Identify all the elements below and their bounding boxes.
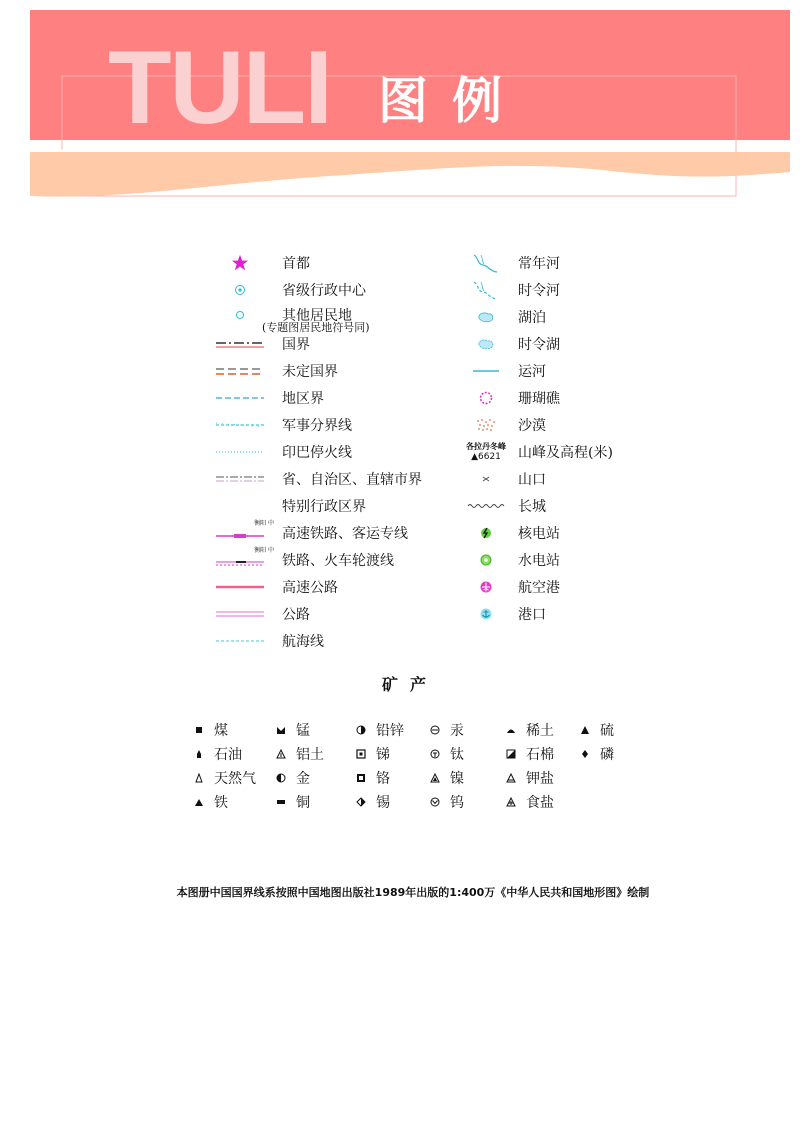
mineral-label: 锡 [376, 795, 390, 811]
header-peach-wave [30, 152, 790, 197]
mineral-item-asbestos [500, 743, 554, 765]
legend-item-mountain-pass [458, 466, 546, 492]
legend-item-road [212, 601, 310, 627]
mineral-label: 食盐 [526, 795, 554, 811]
legend-label: 国界 [282, 337, 310, 353]
mineral-label: 汞 [450, 723, 464, 739]
legend-label: 航空港 [518, 580, 560, 596]
legend-label: 核电站 [518, 526, 560, 542]
mineral-label: 镍 [450, 771, 464, 787]
legend-label: 时令湖 [518, 337, 560, 353]
mineral-item-natural-gas [188, 767, 256, 789]
national-border-line [212, 331, 268, 357]
legend-label: 首都 [282, 256, 310, 272]
legend-sublabel: (专题图居民地符号同) [262, 321, 370, 334]
rare-earth-icon [500, 725, 522, 735]
mineral-item-tin [350, 791, 390, 813]
manganese-icon [270, 725, 292, 735]
legend-label: 珊瑚礁 [518, 391, 560, 407]
seasonal-lake-icon [458, 331, 514, 357]
legend-item-capital [212, 250, 310, 276]
provincial-border-line [212, 466, 268, 492]
chromium-icon [350, 773, 372, 783]
mineral-label: 铁 [214, 795, 228, 811]
mineral-item-bauxite [270, 743, 324, 765]
legend-label: 常年河 [518, 256, 560, 272]
coal-icon [188, 726, 210, 734]
legend-label: 军事分界线 [282, 418, 352, 434]
natural-gas-icon [188, 773, 210, 783]
mineral-label: 稀土 [526, 723, 554, 739]
legend-item-perennial-river [458, 250, 560, 276]
phosphorus-icon [574, 749, 596, 759]
mineral-label: 石棉 [526, 747, 554, 763]
hydropower-icon [458, 547, 514, 573]
mineral-item-iron [188, 791, 228, 813]
mineral-item-mercury [424, 719, 464, 741]
mineral-label: 石油 [214, 747, 242, 763]
legend-label: 高速铁路、客运专线 [282, 526, 408, 542]
road-line [212, 601, 268, 627]
mineral-label: 煤 [214, 723, 228, 739]
desert-icon [458, 412, 514, 438]
mineral-label: 钨 [450, 795, 464, 811]
nuclear-plant-icon [458, 520, 514, 546]
mineral-item-nickel [424, 767, 464, 789]
port-icon [458, 601, 514, 627]
canal-line [458, 358, 514, 384]
mineral-item-rare-earth [500, 719, 554, 741]
mineral-label: 铅锌 [376, 723, 404, 739]
legend-label: 其他居民地 [282, 308, 352, 324]
legend-item-region-border [212, 385, 324, 411]
legend-label: 沙漠 [518, 418, 546, 434]
circle-dot-icon [212, 277, 268, 303]
peak-elevation: ▲6621 [471, 451, 501, 462]
mineral-label: 磷 [600, 747, 614, 763]
station-label: 衡阳 中 [254, 520, 274, 527]
copper-icon [270, 797, 292, 807]
mineral-item-antimony [350, 743, 390, 765]
mineral-label: 钾盐 [526, 771, 554, 787]
nickel-icon [424, 773, 446, 783]
legend-item-railway [212, 547, 394, 573]
legend-label: 山口 [518, 472, 546, 488]
region-border-line [212, 385, 268, 411]
legend-item-coral-reef [458, 385, 560, 411]
mineral-item-salt [500, 791, 554, 813]
great-wall-line [458, 493, 514, 519]
legend-label: 省、自治区、直辖市界 [282, 472, 422, 488]
mineral-item-titanium [424, 743, 464, 765]
legend-item-sea-route [212, 628, 324, 654]
legend-item-high-speed-rail [212, 520, 408, 546]
legend-label: 未定国界 [282, 364, 338, 380]
legend-item-sar-border [212, 493, 366, 519]
legend-item-provincial-border [212, 466, 422, 492]
legend-item-national-border [212, 331, 310, 357]
legend-label: 港口 [518, 607, 546, 623]
sulfur-icon [574, 725, 596, 735]
legend-label: 地区界 [282, 391, 324, 407]
airport-icon [458, 574, 514, 600]
legend-label: 特别行政区界 [282, 499, 366, 515]
legend-item-expressway [212, 574, 338, 600]
legend-label: 铁路、火车轮渡线 [282, 553, 394, 569]
coral-reef-icon [458, 385, 514, 411]
station-label: 衡阳 中 [254, 547, 274, 554]
undetermined-border-line [212, 358, 268, 384]
sea-route-line [212, 628, 268, 654]
legend-label: 运河 [518, 364, 546, 380]
mineral-label: 金 [296, 771, 310, 787]
mineral-item-copper [270, 791, 310, 813]
legend-label: 山峰及高程(米) [518, 445, 613, 461]
mineral-item-gold [270, 767, 310, 789]
mineral-item-tungsten [424, 791, 464, 813]
footnote: 本图册中国国界线系按照中国地图出版社1989年出版的1:400万《中华人民共和国地形图》绘制 [176, 886, 650, 899]
legend-item-undetermined-border [212, 358, 338, 384]
mineral-label: 天然气 [214, 771, 256, 787]
mineral-item-lead-zinc [350, 719, 404, 741]
mineral-item-phosphorus [574, 743, 614, 765]
legend-label: 长城 [518, 499, 546, 515]
titanium-icon [424, 749, 446, 759]
legend-label: 时令河 [518, 283, 560, 299]
sar-border-line [212, 493, 268, 519]
mineral-label: 硫 [600, 723, 614, 739]
bauxite-icon [270, 749, 292, 759]
high-speed-rail-line [212, 520, 274, 546]
minerals-title: 矿产 [381, 675, 438, 694]
peak-name: 各拉丹冬峰 [466, 441, 506, 451]
legend-item-great-wall [458, 493, 546, 519]
legend-item-military-line [212, 412, 352, 438]
small-circle-icon [212, 302, 268, 328]
legend-label: 航海线 [282, 634, 324, 650]
mineral-item-coal [188, 719, 228, 741]
mineral-label: 锑 [376, 747, 390, 763]
military-line [212, 412, 268, 438]
oil-icon [188, 749, 210, 759]
iron-icon [188, 797, 210, 807]
potash-icon [500, 773, 522, 783]
star-icon [212, 250, 268, 276]
lake-icon [458, 304, 514, 330]
mineral-label: 锰 [296, 723, 310, 739]
asbestos-icon [500, 749, 522, 759]
legend-label: 印巴停火线 [282, 445, 352, 461]
legend-label: 省级行政中心 [282, 283, 366, 299]
legend-item-ceasefire-line [212, 439, 352, 465]
legend-item-airport [458, 574, 560, 600]
mineral-label: 钛 [450, 747, 464, 763]
legend-item-seasonal-lake [458, 331, 560, 357]
gold-icon [270, 773, 292, 783]
legend-label: 湖泊 [518, 310, 546, 326]
legend-item-lake [458, 304, 546, 330]
antimony-icon [350, 749, 372, 759]
legend-item-seasonal-river [458, 277, 560, 303]
legend-label: 公路 [282, 607, 310, 623]
mineral-label: 铝土 [296, 747, 324, 763]
lead-zinc-icon [350, 725, 372, 735]
mineral-item-sulfur [574, 719, 614, 741]
tungsten-icon [424, 797, 446, 807]
legend-item-hydropower [458, 547, 560, 573]
tin-icon [350, 797, 372, 807]
salt-icon [500, 797, 522, 807]
railway-line [212, 547, 274, 573]
legend-item-canal [458, 358, 546, 384]
legend-label: 水电站 [518, 553, 560, 569]
mineral-item-chromium [350, 767, 390, 789]
ceasefire-line [212, 439, 268, 465]
legend-item-nuclear-plant [458, 520, 560, 546]
chinese-title: 图例 [378, 72, 526, 130]
seasonal-river-icon [458, 277, 514, 303]
legend-label: 高速公路 [282, 580, 338, 596]
mineral-label: 铜 [296, 795, 310, 811]
legend-item-mountain-peak [458, 439, 613, 465]
expressway-line [212, 574, 268, 600]
perennial-river-icon [458, 250, 514, 276]
legend-item-port [458, 601, 546, 627]
mountain-pass-icon [458, 466, 514, 492]
legend-item-desert [458, 412, 546, 438]
mineral-item-manganese [270, 719, 310, 741]
mountain-peak-icon [458, 439, 514, 465]
mineral-item-potash [500, 767, 554, 789]
mineral-label: 铬 [376, 771, 390, 787]
page-header [0, 0, 800, 210]
mineral-item-oil [188, 743, 242, 765]
legend-item-provincial-capital [212, 277, 366, 303]
latin-title: TULI [108, 30, 332, 146]
mercury-icon [424, 725, 446, 735]
